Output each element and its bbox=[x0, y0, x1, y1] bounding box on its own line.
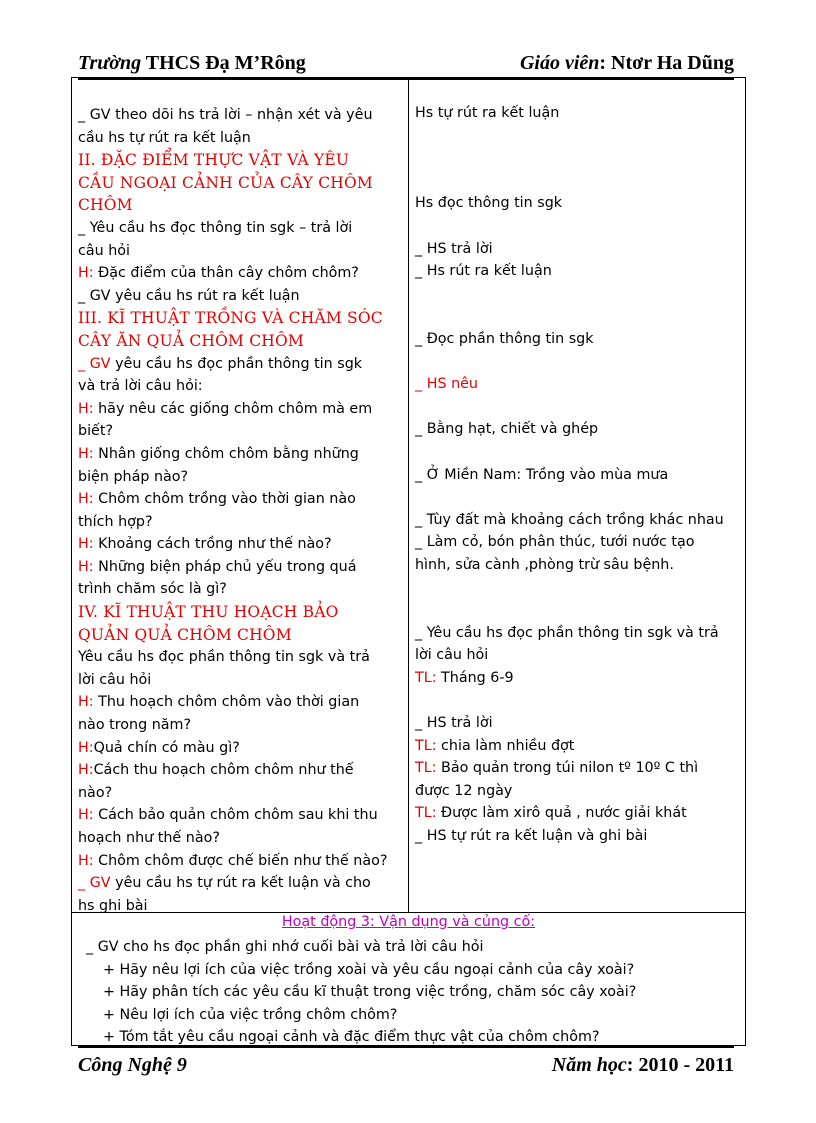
question-prefix: TL: bbox=[415, 760, 437, 777]
line-text: Khoảng cách trồng như thế nào? bbox=[93, 536, 332, 553]
school-label: Trường bbox=[78, 52, 142, 74]
teacher-line: _ GV yêu cầu hs rút ra kết luận bbox=[78, 287, 300, 304]
line-text: Cách bảo quản chôm chôm sau khi thu bbox=[93, 807, 378, 824]
student-line bbox=[415, 576, 743, 599]
line-text: hãy nêu các giống chôm chôm mà em bbox=[93, 400, 373, 417]
question-prefix: TL: bbox=[415, 805, 437, 822]
teacher-line bbox=[78, 443, 400, 466]
student-line bbox=[415, 735, 743, 758]
consolidation-section bbox=[86, 936, 636, 1049]
teacher-line bbox=[78, 759, 400, 782]
teacher-line: lời câu hỏi bbox=[78, 671, 152, 688]
teacher-line: biết? bbox=[78, 423, 114, 440]
student-line: _ Ở Miền Nam: Trồng vào mùa mưa bbox=[415, 466, 669, 483]
teacher-line bbox=[78, 353, 400, 376]
page-header bbox=[78, 50, 734, 80]
teacher-line bbox=[78, 398, 400, 421]
teacher-line: CẦU NGOẠI CẢNH CỦA CÂY CHÔM bbox=[78, 173, 373, 192]
student-line: _ Hs rút ra kết luận bbox=[415, 263, 552, 280]
line-text: yêu cầu hs đọc phần thông tin sgk bbox=[110, 355, 363, 372]
line-text: Nhân giống chôm chôm bằng những bbox=[93, 445, 359, 462]
teacher-line: hoạch như thế nào? bbox=[78, 830, 220, 846]
line-text: Bảo quản trong túi nilon tº 10º C thì bbox=[436, 760, 699, 777]
line-text: Chôm chôm được chế biến như thế nào? bbox=[93, 852, 388, 869]
teacher-line: nào trong năm? bbox=[78, 717, 192, 734]
student-line bbox=[415, 757, 743, 780]
student-line: _ Tùy đất mà khoảng cách trồng khác nhau bbox=[415, 511, 724, 528]
student-line: lời câu hỏi bbox=[415, 647, 489, 664]
line-text: Được làm xirô quả , nước giải khát bbox=[436, 805, 687, 822]
teacher-activity-column bbox=[78, 104, 400, 917]
question-prefix: H: bbox=[78, 400, 94, 417]
activity-3-title: Hoạt động 3: Vận dụng và củng cố: bbox=[281, 914, 536, 930]
student-line bbox=[415, 170, 743, 193]
question-prefix: _ GV bbox=[78, 355, 111, 372]
student-line: _ Đọc phần thông tin sgk bbox=[415, 330, 594, 347]
student-line bbox=[415, 215, 743, 238]
student-line: hình, sửa cành ,phòng trừ sâu bệnh. bbox=[415, 556, 674, 573]
question-prefix: H: bbox=[78, 536, 94, 553]
teacher-line: và trả lời câu hỏi: bbox=[78, 378, 203, 395]
question-prefix: H: bbox=[78, 558, 94, 575]
teacher-line bbox=[78, 691, 400, 714]
question-prefix: H: bbox=[78, 694, 94, 711]
year-value: : 2010 - 2011 bbox=[626, 1054, 734, 1076]
student-line bbox=[415, 486, 743, 509]
teacher-line: thích hợp? bbox=[78, 513, 153, 530]
teacher-line: nào? bbox=[78, 784, 113, 801]
student-line bbox=[415, 689, 743, 712]
teacher-line: _ Yêu cầu hs đọc thông tin sgk – trả lời bbox=[78, 219, 353, 236]
question-prefix: TL: bbox=[415, 737, 437, 754]
teacher-line: Yêu cầu hs đọc phần thông tin sgk và trả bbox=[78, 649, 370, 666]
teacher-line bbox=[78, 488, 400, 511]
teacher-line: trình chăm sóc là gì? bbox=[78, 581, 227, 598]
line-text: yêu cầu hs tự rút ra kết luận và cho bbox=[110, 875, 371, 892]
teacher-value: : Ntơr Ha Dũng bbox=[599, 52, 734, 74]
teacher-line: CHÔM bbox=[78, 196, 133, 215]
teacher-line: IV. KĨ THUẬT THU HOẠCH BẢO bbox=[78, 603, 339, 622]
line-text: Chôm chôm trồng vào thời gian nào bbox=[93, 491, 356, 508]
question-prefix: H: bbox=[78, 852, 94, 869]
teacher-line: CÂY ĂN QUẢ CHÔM CHÔM bbox=[78, 331, 304, 350]
student-line: _ HS nêu bbox=[415, 376, 478, 393]
lesson-table bbox=[71, 77, 746, 1046]
line-text: Quả chín có màu gì? bbox=[93, 739, 240, 756]
teacher-label: Giáo viên bbox=[519, 52, 600, 74]
teacher-line: biện pháp nào? bbox=[78, 468, 189, 485]
consolidation-instruction: _ GV cho hs đọc phần ghi nhớ cuối bài và trả lời câu hỏi bbox=[86, 939, 484, 955]
line-text: Tháng 6-9 bbox=[436, 669, 514, 686]
teacher-line bbox=[78, 262, 400, 285]
school-year bbox=[552, 1054, 734, 1077]
student-line bbox=[415, 283, 743, 306]
student-line bbox=[415, 667, 743, 690]
teacher-line: III. KĨ THUẬT TRỒNG VÀ CHĂM SÓC bbox=[78, 309, 383, 328]
column-divider bbox=[408, 78, 409, 912]
student-line: _ Yêu cầu hs đọc phần thông tin sgk và trả bbox=[415, 624, 719, 641]
question-prefix: H: bbox=[78, 445, 94, 462]
school-name bbox=[78, 52, 306, 75]
question-prefix: H: bbox=[78, 265, 94, 282]
review-question: + Hãy nêu lợi ích của việc trồng xoài và yêu cầu ngoại cảnh của cây xoài? bbox=[103, 961, 635, 978]
student-line bbox=[415, 125, 743, 148]
student-line: Hs tự rút ra kết luận bbox=[415, 105, 560, 121]
teacher-line bbox=[78, 872, 400, 895]
question-prefix: TL: bbox=[415, 669, 437, 686]
student-line bbox=[415, 802, 743, 825]
line-text: Cách thu hoạch chôm chôm như thế bbox=[93, 762, 354, 779]
student-line: _ HS tự rút ra kết luận và ghi bài bbox=[415, 828, 648, 844]
teacher-line: _ GV theo dõi hs trả lời – nhận xét và yêu bbox=[78, 107, 373, 123]
line-text: chia làm nhiều đợt bbox=[436, 737, 575, 754]
teacher-line bbox=[78, 533, 400, 556]
teacher-line: cầu hs tự rút ra kết luận bbox=[78, 129, 251, 146]
teacher-line bbox=[78, 737, 400, 760]
student-line bbox=[415, 441, 743, 464]
student-line bbox=[415, 351, 743, 374]
question-prefix: H: bbox=[78, 739, 94, 756]
student-line: _ HS trả lời bbox=[415, 240, 493, 257]
question-prefix: H: bbox=[78, 491, 94, 508]
teacher-line bbox=[78, 556, 400, 579]
student-line: _ Bằng hạt, chiết và ghép bbox=[415, 421, 599, 438]
line-text: Những biện pháp chủ yếu trong quá bbox=[93, 558, 357, 575]
teacher-line: câu hỏi bbox=[78, 242, 131, 259]
student-line: được 12 ngày bbox=[415, 782, 513, 799]
teacher-line: hs ghi bài bbox=[78, 897, 148, 914]
student-line: _ HS trả lời bbox=[415, 715, 493, 732]
student-line bbox=[415, 147, 743, 170]
school-value: THCS Đạ M’Rông bbox=[141, 52, 306, 74]
student-line bbox=[415, 599, 743, 622]
line-text: Thu hoạch chôm chôm vào thời gian bbox=[93, 694, 360, 711]
question-prefix: _ GV bbox=[78, 875, 111, 892]
student-line bbox=[415, 305, 743, 328]
student-line: _ Làm cỏ, bón phân thúc, tưới nước tạo bbox=[415, 534, 695, 551]
student-activity-column bbox=[415, 102, 743, 848]
teacher-line: QUẢN QUẢ CHÔM CHÔM bbox=[78, 625, 292, 644]
review-question: + Tóm tắt yêu cầu ngoại cảnh và đặc điểm thực vật của chôm chôm? bbox=[103, 1029, 600, 1046]
teacher-name bbox=[520, 52, 734, 75]
student-line bbox=[415, 396, 743, 419]
student-line: Hs đọc thông tin sgk bbox=[415, 195, 563, 212]
question-prefix: H: bbox=[78, 807, 94, 824]
subject-name: Công Nghệ 9 bbox=[78, 1054, 187, 1076]
teacher-line bbox=[78, 850, 400, 873]
year-label: Năm học bbox=[551, 1054, 627, 1076]
teacher-line bbox=[78, 804, 400, 827]
review-question: + Hãy phân tích các yêu cầu kĩ thuật trong việc trồng, chăm sóc cây xoài? bbox=[103, 984, 637, 1001]
teacher-line: II. ĐẶC ĐIỂM THỰC VẬT VÀ YÊU bbox=[78, 151, 350, 170]
page-footer bbox=[78, 1046, 734, 1082]
question-prefix: H: bbox=[78, 762, 94, 779]
line-text: Đặc điểm của thân cây chôm chôm? bbox=[93, 265, 359, 282]
review-question: + Nêu lợi ích của việc trồng chôm chôm? bbox=[103, 1006, 398, 1023]
